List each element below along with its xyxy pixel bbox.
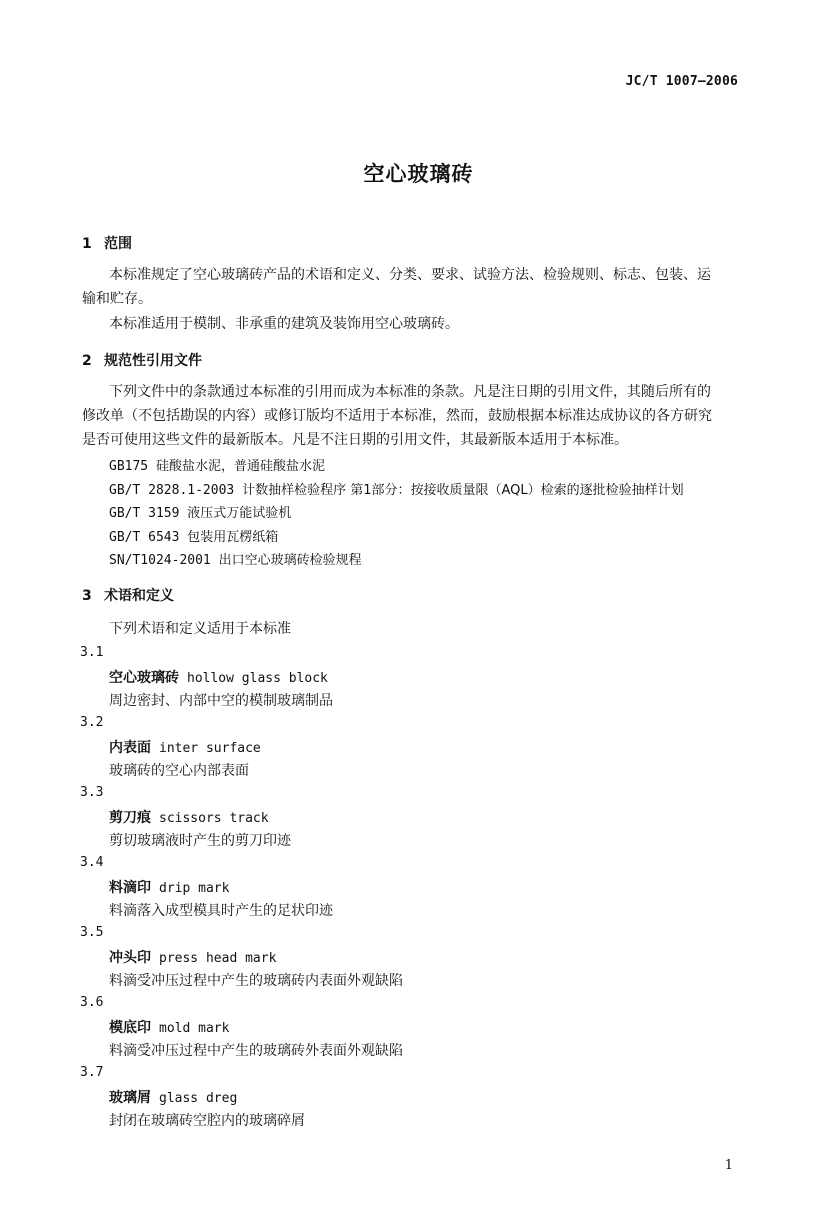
paragraph: 修改单（不包括勘误的内容）或修订版均不适用于本标准，然而，鼓励根据本标准达成协议的各方研究 [82,408,712,424]
reference-code: GB/T 3159 [109,506,180,521]
term-entry [109,807,269,827]
term-chinese: 内表面 [109,740,151,756]
reference-title: 液压式万能试验机 [187,506,292,521]
section-number: 1 [82,236,92,252]
reference-title: 出口空心玻璃砖检验规程 [218,553,362,568]
term-number: 3.1 [80,645,104,660]
term-english: hollow glass block [187,671,328,686]
term-english: press head mark [159,951,277,966]
reference-item [109,455,325,474]
term-number: 3.5 [80,925,104,940]
term-definition: 剪切玻璃液时产生的剪刀印迹 [109,833,291,849]
reference-item [109,479,684,498]
section-title: 规范性引用文件 [104,353,202,369]
section-heading-scope [82,233,132,253]
document-title: 空心玻璃砖 [363,162,474,186]
reference-code: GB/T 6543 [109,530,180,545]
term-definition: 料滴落入成型模具时产生的足状印迹 [109,903,333,919]
section-title: 术语和定义 [104,588,174,604]
reference-title: 计数抽样检验程序 第1部分：按接收质量限（AQL）检索的逐批检验抽样计划 [242,483,684,498]
section-number: 2 [82,353,92,369]
term-english: glass dreg [159,1091,238,1106]
paragraph: 下列术语和定义适用于本标准 [109,621,291,637]
section-title: 范围 [104,236,132,252]
term-definition: 料滴受冲压过程中产生的玻璃砖内表面外观缺陷 [109,973,403,989]
term-chinese: 剪刀痕 [109,810,151,826]
reference-title: 包装用瓦楞纸箱 [187,530,279,545]
section-number: 3 [82,588,92,604]
document-number: JC/T 1007—2006 [625,74,738,89]
term-chinese: 模底印 [109,1020,151,1036]
term-english: scissors track [159,811,269,826]
term-entry [109,1087,237,1107]
term-english: inter surface [159,741,261,756]
reference-item [109,502,291,521]
term-chinese: 冲头印 [109,950,151,966]
term-definition: 玻璃砖的空心内部表面 [109,763,249,779]
paragraph: 本标准适用于模制、非承重的建筑及装饰用空心玻璃砖。 [109,316,459,332]
reference-code: SN/T1024-2001 [109,553,211,568]
term-definition: 封闭在玻璃砖空腔内的玻璃碎屑 [109,1113,305,1129]
term-definition: 料滴受冲压过程中产生的玻璃砖外表面外观缺陷 [109,1043,403,1059]
term-chinese: 玻璃屑 [109,1090,151,1106]
term-entry [109,737,261,757]
term-definition: 周边密封、内部中空的模制玻璃制品 [109,693,333,709]
reference-code: GB/T 2828.1-2003 [109,483,235,498]
term-number: 3.6 [80,995,104,1010]
page-number: 1 [724,1158,733,1173]
term-entry [109,1017,229,1037]
section-heading-normative-references [82,350,202,370]
section-heading-terms-definitions [82,585,174,605]
term-english: drip mark [159,881,230,896]
reference-item [109,526,278,545]
term-chinese: 料滴印 [109,880,151,896]
term-entry [109,667,328,687]
term-english: mold mark [159,1021,230,1036]
term-entry [109,947,276,967]
paragraph: 下列文件中的条款通过本标准的引用而成为本标准的条款。凡是注日期的引用文件，其随后所有的 [109,384,711,400]
term-number: 3.3 [80,785,104,800]
term-number: 3.4 [80,855,104,870]
reference-code: GB175 [109,459,149,474]
term-entry [109,877,229,897]
term-number: 3.2 [80,715,104,730]
paragraph: 本标准规定了空心玻璃砖产品的术语和定义、分类、要求、试验方法、检验规则、标志、包装、运 [109,267,711,283]
reference-item [109,549,362,568]
paragraph: 是否可使用这些文件的最新版本。凡是不注日期的引用文件，其最新版本适用于本标准。 [82,432,628,448]
term-number: 3.7 [80,1065,104,1080]
term-chinese: 空心玻璃砖 [109,670,179,686]
paragraph: 输和贮存。 [82,291,152,307]
reference-title: 硅酸盐水泥，普通硅酸盐水泥 [155,459,325,474]
